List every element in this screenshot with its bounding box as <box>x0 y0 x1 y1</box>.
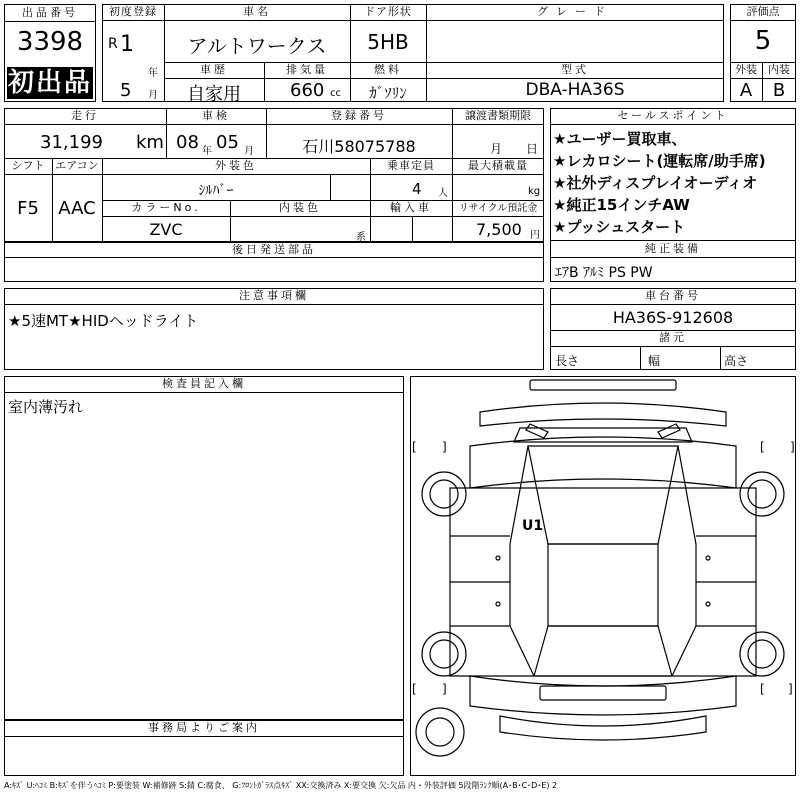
ext-color-label: 外装色 <box>215 159 257 172</box>
model-value: DBA-HA36S <box>525 80 625 100</box>
inspector-value: 室内薄汚れ <box>8 398 84 416</box>
model-label: 型式 <box>561 63 589 76</box>
sales-point-2: ★レカロシート(運転席/助手席) <box>553 152 766 170</box>
capacity-label: 乗車定員 <box>387 159 435 172</box>
reg-no-value: 石川58075788 <box>302 137 416 156</box>
import-label: 輸入車 <box>390 201 432 214</box>
equipment-value: ｴｱB ｱﾙﾐ PS PW <box>555 265 653 281</box>
door-label: ドア形状 <box>364 5 412 18</box>
first-reg-month: 5 <box>120 80 132 101</box>
int-color-label: 内装色 <box>279 201 321 214</box>
history-value: 自家用 <box>187 84 241 105</box>
max-load-unit: kg <box>528 186 541 197</box>
car-diagram <box>410 376 796 776</box>
ext-color-value: ｼﾙﾊﾞｰ <box>198 183 234 199</box>
reg-no-label: 登録番号 <box>331 109 387 122</box>
ext-score-label: 外装 <box>735 63 757 76</box>
score-label: 評価点 <box>746 5 780 18</box>
office-label: 事務局よりご案内 <box>148 721 260 734</box>
inspector-label: 検査員記入欄 <box>162 377 246 390</box>
equipment-label: 純正装備 <box>645 242 701 255</box>
first-reg-year-unit: 年 <box>148 68 158 79</box>
first-reg-year: 1 <box>120 32 134 57</box>
notes-label: 注意事項欄 <box>239 289 309 302</box>
bracket-right-top-open: [ <box>760 440 765 454</box>
dims-length: 長さ <box>555 354 580 368</box>
legend-text: A:ｷｽﾞ U:ﾍｺﾐ B:ｷｽﾞを伴うﾍｺﾐ P:要塗装 W:補修跡 S:錆 C:腐食、 G:ﾌﾛﾝﾄｶﾞﾗｽ点ｷｽﾞ XX:交換済み X:要交換 欠:欠品 内・外装評価 5段階ﾗﾝｸ順(A･B･C･D･E) 2 <box>4 781 558 790</box>
bracket-left-top-open: [ <box>412 440 417 454</box>
int-score: B <box>772 80 786 101</box>
dims-height: 高さ <box>724 354 749 368</box>
first-listing-badge: 初出品 <box>7 68 92 98</box>
inspection-label: 車検 <box>202 109 230 122</box>
transfer-day-unit: 日 <box>526 142 539 156</box>
color-no-value: ZVC <box>149 220 183 239</box>
sales-point-3: ★社外ディスプレイオーディオ <box>553 174 758 192</box>
chassis-value: HA36S-912608 <box>612 308 734 327</box>
fuel-value: ｶﾞｿﾘﾝ <box>369 84 407 102</box>
sales-points-label: セールスポイント <box>617 109 729 122</box>
shift-value: F5 <box>17 198 39 219</box>
capacity-value: 4 <box>412 180 422 198</box>
max-load-label: 最大積載量 <box>468 159 528 172</box>
lot-label: 出品番号 <box>22 6 78 19</box>
dims-width: 幅 <box>648 354 661 368</box>
int-score-label: 内装 <box>768 63 790 76</box>
inspection-year-unit: 年 <box>202 146 212 157</box>
sales-point-1: ★ユーザー買取車、 <box>553 130 687 148</box>
door-value: 5HB <box>367 30 409 54</box>
grade-label: グレード <box>537 5 613 18</box>
recycle-value: 7,500 <box>476 220 522 239</box>
dims-label: 諸元 <box>659 331 687 344</box>
ac-value: AAC <box>58 198 96 219</box>
displacement-value: 660 <box>290 80 325 101</box>
lot-number: 3398 <box>16 27 84 57</box>
shift-label: シフト <box>11 159 45 172</box>
transfer-label: 譲渡書類期限 <box>465 109 531 122</box>
ac-label: エアコン <box>55 159 99 172</box>
capacity-unit: 人 <box>438 188 448 199</box>
inspection-year: 08 <box>176 132 199 153</box>
bracket-right-bottom-close: ] <box>788 682 793 696</box>
transfer-month-unit: 月 <box>490 142 503 156</box>
first-reg-month-unit: 月 <box>148 90 158 101</box>
sales-point-4: ★純正15インチAW <box>553 196 690 214</box>
bracket-right-top-close: ] <box>790 440 795 454</box>
first-reg-era: R <box>108 36 118 52</box>
sales-point-5: ★プッシュスタート <box>553 218 686 236</box>
color-no-label: カラーNo. <box>131 201 201 214</box>
bracket-left-bottom-open: [ <box>412 682 417 696</box>
ext-score: A <box>739 80 753 101</box>
inspector-box <box>4 376 404 720</box>
damage-mark-u1: U1 <box>522 518 544 534</box>
lot-box <box>4 4 96 102</box>
fuel-label: 燃料 <box>374 63 402 76</box>
displacement-label: 排気量 <box>286 63 328 76</box>
chassis-label: 車台番号 <box>645 289 701 302</box>
inspection-month: 05 <box>216 132 239 153</box>
mileage-label: 走行 <box>71 109 99 122</box>
later-parts-label: 後日発送部品 <box>232 243 316 256</box>
mileage-value: 31,199 <box>40 132 103 153</box>
bracket-left-top-close: ] <box>442 440 447 454</box>
bracket-left-bottom-close: ] <box>442 682 447 696</box>
bracket-right-bottom-open: [ <box>760 682 765 696</box>
spec-box <box>4 108 544 242</box>
displacement-unit: cc <box>330 88 341 99</box>
history-label: 車歴 <box>200 63 228 76</box>
car-name-label: 車名 <box>243 5 271 18</box>
int-color-unit: 系 <box>356 232 366 243</box>
score-value: 5 <box>754 26 772 56</box>
mileage-unit: km <box>136 132 164 153</box>
first-reg-label: 初度登録 <box>109 5 157 18</box>
car-name-value: アルトワークス <box>187 34 327 58</box>
inspection-month-unit: 月 <box>244 146 254 157</box>
recycle-label: リサイクル預託金 <box>458 203 538 214</box>
notes-value: ★5速MT★HIDヘッドライト <box>8 312 199 330</box>
recycle-unit: 円 <box>530 230 540 241</box>
